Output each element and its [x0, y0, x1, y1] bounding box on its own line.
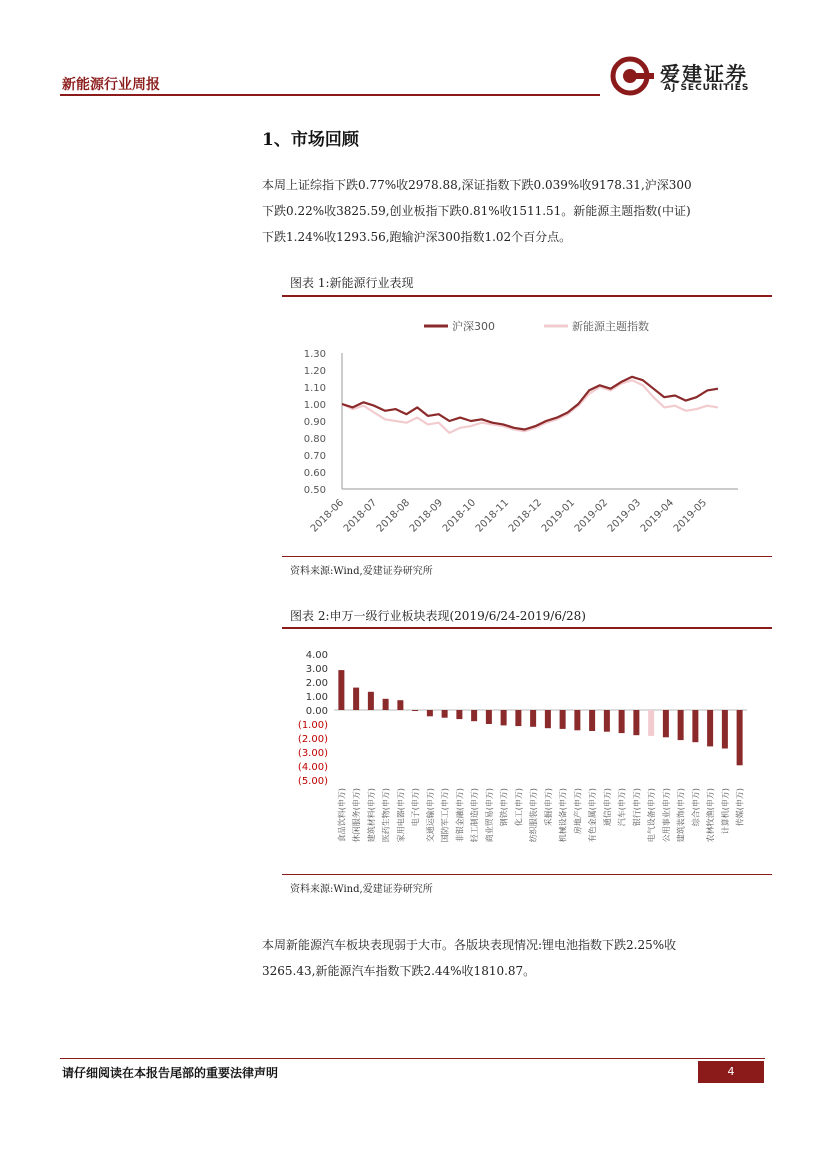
category-label: 商业贸易(申万)	[484, 788, 494, 843]
figure1-top-rule	[282, 295, 772, 297]
line-chart-new-energy	[282, 300, 772, 556]
category-label: 传媒(申万)	[735, 788, 745, 827]
y-tick-label: (2.00)	[297, 734, 328, 745]
category-label: 建筑材料(申万)	[366, 788, 376, 843]
category-label: 采掘(申万)	[543, 788, 553, 827]
page-number: 4	[698, 1061, 764, 1083]
bar	[722, 710, 728, 749]
paragraph-line: 下跌0.22%收3825.59,创业板指下跌0.81%收1511.51。新能源主题指数(中证)	[262, 204, 691, 218]
bar	[707, 710, 713, 746]
ev-sector-paragraph	[262, 932, 777, 984]
bar	[604, 710, 610, 732]
y-tick-label: (1.00)	[297, 720, 328, 731]
bar	[442, 710, 448, 718]
x-tick-label: 2019-04	[638, 497, 677, 535]
bar	[397, 700, 403, 710]
x-tick-label: 2018-09	[407, 497, 446, 535]
category-label: 银行(申万)	[632, 788, 642, 827]
y-tick-label: 1.00	[305, 692, 328, 703]
figure2-bottom-rule	[282, 874, 772, 875]
series-line	[342, 380, 718, 433]
y-tick-label: 1.00	[303, 400, 326, 411]
bar	[353, 688, 359, 710]
x-tick-label: 2019-01	[539, 497, 578, 535]
x-tick-label: 2018-08	[374, 497, 413, 535]
category-label: 化工(申万)	[514, 788, 524, 827]
market-review-paragraph	[262, 172, 777, 250]
y-tick-label: 0.50	[303, 485, 326, 496]
figure1-title: 图表 1:新能源行业表现	[290, 276, 414, 290]
category-label: 交通运输(申万)	[425, 788, 435, 843]
bar	[574, 710, 580, 730]
category-label: 建筑装饰(申万)	[676, 788, 686, 843]
y-tick-label: 0.90	[303, 417, 326, 428]
category-label: 国防军工(申万)	[440, 788, 450, 843]
y-tick-label: 1.20	[303, 366, 326, 377]
x-tick-label: 2018-10	[440, 497, 479, 535]
header-divider	[60, 94, 600, 96]
bar	[368, 692, 374, 710]
y-tick-label: (4.00)	[297, 762, 328, 773]
bar	[589, 710, 595, 731]
bar	[633, 710, 639, 735]
bar	[663, 710, 669, 737]
figure2-top-rule	[282, 627, 772, 629]
bar	[560, 710, 566, 729]
bar-chart-sector-performance	[282, 630, 772, 874]
paragraph-line: 本周新能源汽车板块表现弱于大市。各版块表现情况:锂电池指数下跌2.25%收	[262, 938, 677, 952]
bar	[545, 710, 551, 728]
section-title: 1、市场回顾	[262, 130, 359, 150]
figure1-source: 资料来源:Wind,爱建证券研究所	[290, 566, 433, 577]
bar	[383, 699, 389, 710]
category-label: 钢铁(申万)	[499, 788, 509, 827]
category-label: 非银金融(申万)	[455, 788, 465, 843]
legal-disclaimer: 请仔细阅读在本报告尾部的重要法律声明	[62, 1066, 279, 1080]
category-label: 食品饮料(申万)	[337, 788, 347, 843]
category-label: 通信(申万)	[602, 788, 612, 827]
y-tick-label: (5.00)	[297, 776, 328, 787]
paragraph-line: 本周上证综指下跌0.77%收2978.88,深证指数下跌0.039%收9178.31,沪深300	[262, 178, 692, 192]
logo-mark-icon	[610, 56, 656, 96]
paragraph-line: 3265.43,新能源汽车指数下跌2.44%收1810.87。	[262, 964, 536, 978]
bar	[338, 670, 344, 710]
footer-divider	[60, 1058, 765, 1059]
y-tick-label: 0.60	[303, 468, 326, 479]
y-tick-label: 3.00	[305, 664, 328, 675]
x-tick-label: 2019-05	[671, 497, 710, 535]
x-tick-label: 2018-11	[473, 497, 512, 535]
y-tick-label: 0.00	[305, 706, 328, 717]
category-label: 公用事业(申万)	[661, 788, 671, 843]
legend-label: 新能源主题指数	[572, 320, 649, 333]
x-tick-label: 2019-03	[605, 497, 644, 535]
bar	[486, 710, 492, 724]
figure2-title: 图表 2:申万一级行业板块表现(2019/6/24-2019/6/28)	[290, 609, 586, 623]
y-tick-label: 2.00	[305, 678, 328, 689]
category-label: 汽车(申万)	[617, 788, 627, 827]
bar	[692, 710, 698, 742]
company-logo	[610, 56, 780, 96]
category-label: 机械设备(申万)	[558, 788, 568, 843]
x-tick-label: 2018-07	[341, 497, 380, 535]
bar	[648, 710, 654, 736]
bar	[678, 710, 684, 740]
category-label: 综合(申万)	[691, 788, 701, 827]
logo-chinese-name: 爱建证券	[660, 62, 748, 86]
category-label: 电气设备(申万)	[647, 788, 657, 843]
bar	[471, 710, 477, 721]
x-tick-label: 2019-02	[572, 497, 611, 535]
category-label: 轻工制造(申万)	[470, 788, 480, 843]
category-label: 休闲服务(申万)	[352, 788, 362, 843]
bar	[619, 710, 625, 733]
bar	[501, 710, 507, 725]
logo-english-name: AJ SECURITIES	[664, 83, 750, 93]
bar	[530, 710, 536, 727]
x-tick-label: 2018-06	[308, 497, 347, 535]
y-tick-label: 1.10	[303, 383, 326, 394]
category-label: 计算机(申万)	[720, 788, 730, 835]
x-tick-label: 2018-12	[506, 497, 545, 535]
bar	[412, 710, 418, 711]
y-tick-label: 4.00	[305, 650, 328, 661]
bar	[737, 710, 743, 765]
y-tick-label: 0.70	[303, 451, 326, 462]
category-label: 医药生物(申万)	[381, 788, 391, 843]
figure1-bottom-rule	[282, 556, 772, 557]
y-tick-label: 1.30	[303, 349, 326, 360]
bar	[456, 710, 462, 719]
category-label: 纺织服装(申万)	[529, 788, 539, 843]
category-label: 有色金属(申万)	[588, 788, 598, 843]
category-label: 电子(申万)	[411, 788, 421, 827]
report-title: 新能源行业周报	[62, 77, 160, 93]
category-label: 房地产(申万)	[573, 788, 583, 835]
y-tick-label: 0.80	[303, 434, 326, 445]
legend-label: 沪深300	[452, 320, 495, 333]
category-label: 农林牧渔(申万)	[706, 788, 716, 843]
y-tick-label: (3.00)	[297, 748, 328, 759]
bar	[515, 710, 521, 726]
paragraph-line: 下跌1.24%收1293.56,跑输沪深300指数1.02个百分点。	[262, 230, 572, 244]
category-label: 家用电器(申万)	[396, 788, 406, 843]
figure2-source: 资料来源:Wind,爱建证券研究所	[290, 884, 433, 895]
bar	[427, 710, 433, 716]
